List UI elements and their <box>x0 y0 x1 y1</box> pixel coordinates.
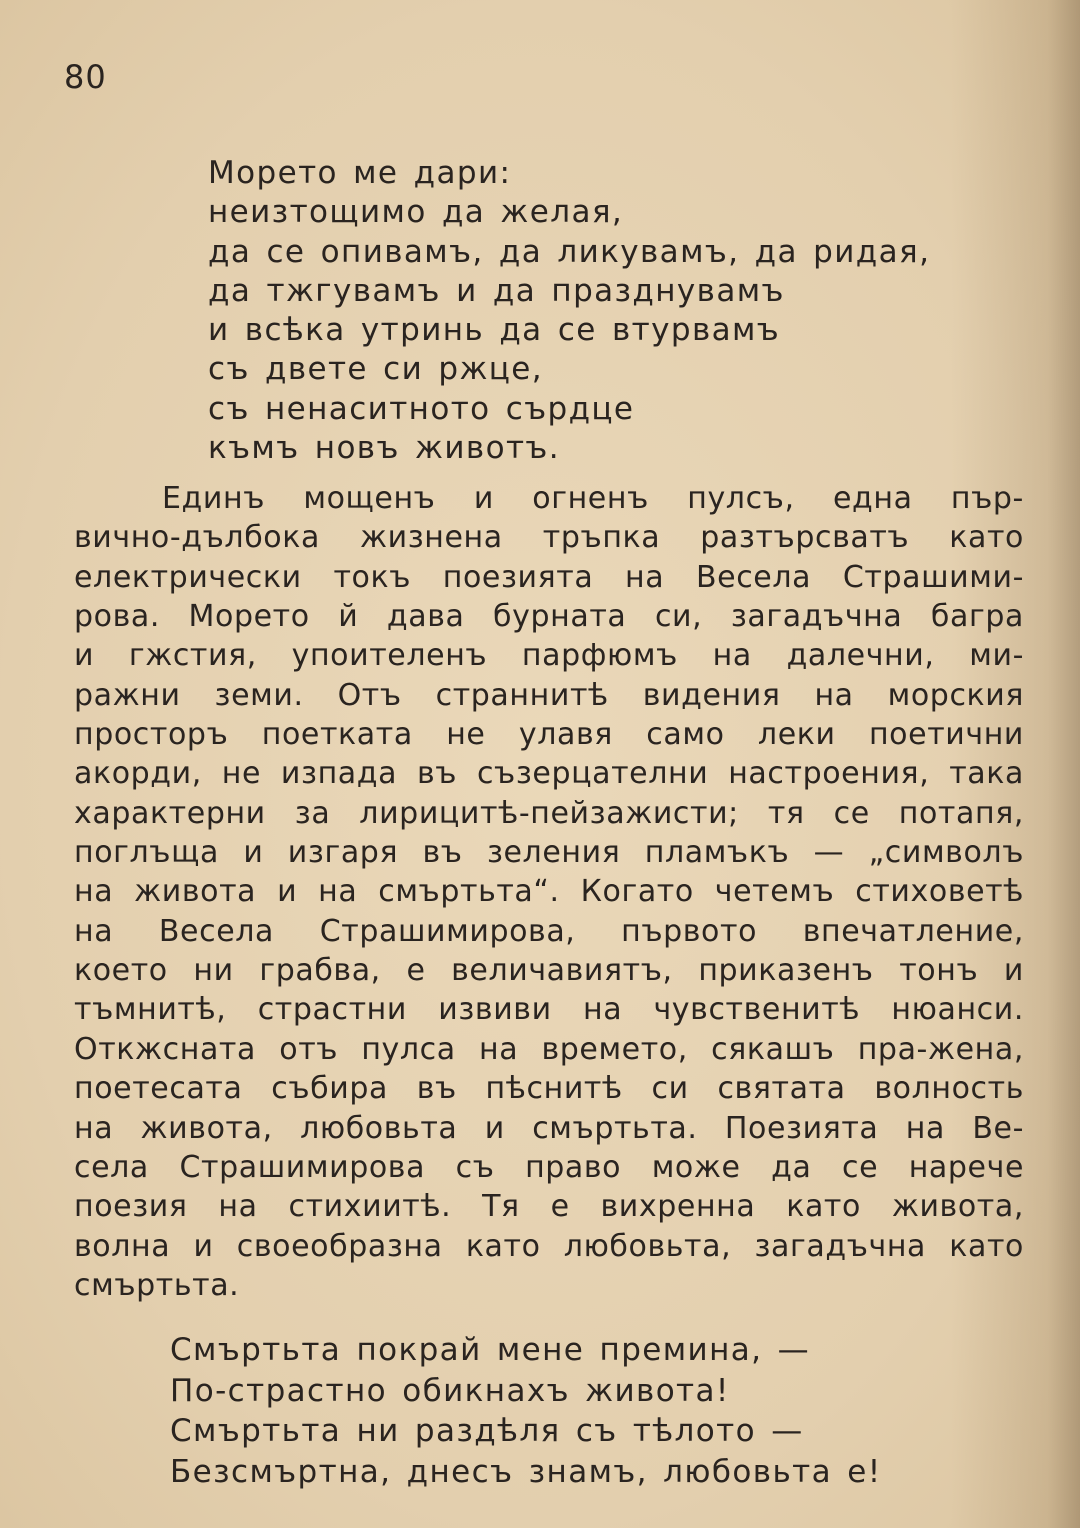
paragraph-line: просторъ поетката не улавя само леки поетични <box>74 717 1024 753</box>
poem-line: и всѣка утринь да се втурвамъ <box>208 312 781 349</box>
paragraph-line: волна и своеобразна като любовьта, загадъчна като <box>74 1228 1024 1264</box>
paragraph-line: на живота и на смъртьта“. Когато четемъ стиховетѣ <box>74 874 1024 910</box>
poem-excerpt-top <box>208 154 930 468</box>
poem-line: Безсмъртна, днесъ знамъ, любовьта е! <box>170 1453 882 1490</box>
paragraph-line: Откжсната отъ пулса на времето, сякашъ пра-жена, <box>74 1031 1024 1067</box>
paragraph-line: поезия на стихиитѣ. Тя е вихренна като живота, <box>74 1189 1024 1225</box>
poem-line: Морето ме дари: <box>208 155 512 191</box>
paragraph-line: на Весела Страшимирова, първото впечатление, <box>74 913 1024 949</box>
paragraph-line: села Страшимирова съ право може да се нарече <box>74 1149 1024 1185</box>
paragraph-line: ражни земи. Отъ страннитѣ видения на морския <box>74 677 1024 713</box>
paragraph-line: вично-дълбока жизнена тръпка разтърсватъ като <box>74 520 1024 556</box>
poem-line: Смъртьта ни раздѣля съ тѣлото — <box>170 1413 804 1449</box>
poem-line: Смъртьта покрай мене премина, — <box>170 1332 811 1368</box>
paragraph-line: тъмнитѣ, страстни извиви на чувственитѣ нюанси. <box>74 992 1024 1028</box>
body-paragraph <box>74 479 1024 1305</box>
poem-line: неизтощимо да желая, <box>208 194 624 231</box>
poem-line: По-страстно обикнахъ живота! <box>170 1372 730 1409</box>
paragraph-line: електрически токъ поезията на Весела Страшими- <box>74 559 1024 595</box>
paragraph-line: което ни грабва, е величавиятъ, приказенъ тонъ и <box>74 953 1024 989</box>
paragraph-line: Единъ мощенъ и огненъ пулсъ, една пър- <box>162 481 1024 516</box>
poem-line: да се опивамъ, да ликувамъ, да ридая, <box>208 233 931 270</box>
page-number: 80 <box>64 58 107 96</box>
paragraph-line: рова. Морето й дава бурната си, загадъчна багра <box>74 599 1024 635</box>
poem-line: къмъ новъ животъ. <box>208 430 560 467</box>
poem-excerpt-bottom <box>170 1330 882 1492</box>
paragraph-line: акорди, не изпада въ съзерцателни настроения, така <box>74 756 1024 792</box>
paragraph-line: и гжстия, упоителенъ парфюмъ на далечни, ми- <box>74 638 1024 674</box>
paragraph-line: на живота, любовьта и смъртьта. Поезията на Ве- <box>74 1110 1024 1146</box>
paragraph-line: смъртьта. <box>74 1267 240 1303</box>
poem-line: съ ненаситното сърдце <box>208 390 635 427</box>
paragraph-line: характерни за лирицитѣ-пейзажисти; тя се потапя, <box>74 795 1024 831</box>
poem-line: да тжгувамъ и да празднувамъ <box>208 272 785 309</box>
poem-line: съ двете си ржце, <box>208 351 544 388</box>
paragraph-line: поглъща и изгаря въ зеления пламъкъ — „символъ <box>74 835 1024 871</box>
paragraph-line: поетесата събира въ пѣснитѣ си святата волность <box>74 1071 1024 1107</box>
